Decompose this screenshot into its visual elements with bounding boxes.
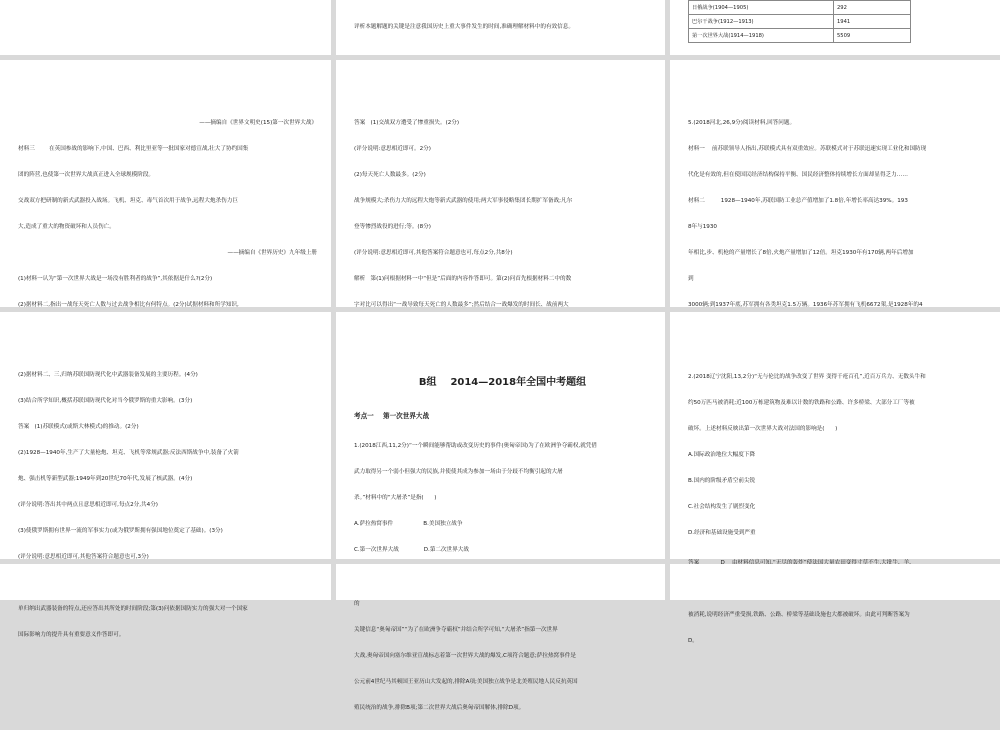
slide-answer-five (0, 312, 331, 638)
text-line: 8年与1930 (688, 224, 717, 231)
answer-line: 答案 (1)交战双方遭受了惨重损失。(2分) (354, 120, 460, 127)
table-row: 巴尔干战争(1912—1913) 1941 (689, 15, 911, 29)
table-row: 第一次世界大战(1914—1918) 5509 (689, 29, 911, 43)
text-line: 战争规模大;杀伤力大的远程大炮等新式武器的使用;两大军事侵略集团长期扩军备战;凡尔 (354, 198, 573, 205)
text-line: 年相比,步、机枪的产量增长了8倍,火炮产量增加了12倍。坦克1930年有170辆,两年后增加 (688, 250, 914, 257)
text-line: 团的阵营,也使第一次世界大战真正进入全球规模阶段。 (18, 172, 155, 179)
text-line: (2)每天死亡人数最多。(2分) (354, 172, 426, 179)
text-line: 公元前4世纪马其顿国王亚历山大发起的,排除A项;美国独立战争是北美殖民地人民反抗英国 (354, 679, 578, 686)
slide-question-two (670, 312, 1000, 644)
text-line: 登等惨烈战役的进行;等。(8分) (354, 224, 431, 231)
slide-text (688, 356, 986, 663)
source-citation: ——摘编自《世界文明史(15)第一次世界大战》 (199, 120, 317, 127)
text-line: 殖民统治的战争,排除B项;第二次世界大战后奥匈帝国解体,排除D项。 (354, 705, 525, 712)
text-line: 单归纳出武器装备的特点,还应答出其所处的时间阶段;第(3)问依据国防实力的强大对一个国家 (18, 606, 248, 613)
text-line: 杀。”材料中的“大屠杀”是指( ) (354, 494, 437, 501)
text-line: 3000辆;到1937年底,苏军拥有各类坦克1.5万辆。1936年苏军拥有飞机6672架,是1928年的4 (688, 302, 923, 309)
text-line: (评分说明:意思相近即可。2分) (354, 146, 431, 153)
war-deaths-table (688, 0, 911, 43)
text-line: 大战,奥匈帝国向塞尔维亚宣战标志着第一次世界大战的爆发,C项符合题意;萨拉热窝事件是 (354, 653, 576, 660)
option-line: C.社会结构发生了剧烈变化 (688, 504, 756, 511)
option-line: D.经济和基础设施受到严重 (688, 530, 756, 537)
text-line: (评分说明:答出其中两点且意思相近即可,每点2分,共4分) (18, 502, 158, 509)
subsection-title: 考点一 第一次世界大战 (354, 412, 430, 421)
text-line: 国际影响力的提升具有重要意义作答即可。 (18, 632, 125, 638)
option-line: A.国际政治地位大幅度下降 (688, 452, 756, 459)
text-line: 材料二 1928—1940年,苏联国防工业总产值增加了1.8倍,年增长率高达39%。193 (688, 198, 908, 205)
answer-line: 答案 (1)苏联模式(或斯大林模式)的推动。(2分) (18, 424, 139, 431)
text-line: (评分说明:意思相近即可,其他答案符合题意也可,3分) (18, 554, 149, 561)
text-line: 炮、强击机等新型武器;1949年到20世纪70年代,发展了核武器。(4分) (18, 476, 193, 483)
question-line: (2)据材料二、三,归纳苏联国防现代化中武器装备发展的主要历程。(4分) (18, 372, 198, 379)
text-line: 被消耗,说明经济严重受损,铁路、公路、桥梁等基础设施也大都被破坏。由此可判断答案为 (688, 612, 910, 619)
question-line: 2.(2018辽宁沈阳,13,2分)“无与伦比的战争改变了世界 变得千疮百孔”,近百万兵力、无数头牛和 (688, 374, 926, 381)
option-line: C.第一次世界大战 D.第二次世界大战 (354, 546, 469, 553)
text-line: D。 (688, 638, 698, 644)
option-line: B.国内的阶级矛盾空前尖锐 (688, 478, 756, 485)
option-line: A.萨拉热窝事件 B.美国独立战争 (354, 520, 463, 527)
text-line: 代化是有效的,但在使国民经济结构保持平衡、国民经济整体持续增长方面却显得乏力…… (688, 172, 908, 179)
text-line: 破坏。上述材料反映出第一次世界大战对法国的影响是( ) (688, 426, 838, 433)
source-citation: ——摘编自《世界历史》九年级上册 (227, 250, 317, 257)
slide-material-three (0, 60, 331, 307)
slide-text (354, 6, 651, 49)
text-line: 武力取得另一个弱小但强大的民族,并使使其成为参加一场由于分歧不均衡引起的大屠 (354, 468, 563, 475)
text-line: 约50万匹马被消耗;近100万栋建筑物及难以计数的铁路和公路、许多桥梁、大部分工厂等被 (688, 400, 915, 407)
analysis-line: 解析 第(1)问根据材料一中“但是”后面的内容作答即可。第(2)问首先根据材料二中的数 (354, 276, 572, 283)
slide-text (18, 354, 317, 657)
question-line: (3)结合所学知识,概括苏联国防现代化对当今俄罗斯的重大影响。(3分) (18, 398, 193, 405)
question-line: 5.(2018河北,26,9分)阅读材料,回答问题。 (688, 120, 796, 127)
text-line: 大,造成了重大的物资破坏和人员伤亡。 (18, 224, 115, 231)
section-title: B组 2014—2018年全国中考题组 (418, 377, 587, 389)
question-line: (2)据材料二,指出一战每天死亡人数与过去战争相比有何特点。(2分)试据材料和所学知识, (18, 302, 239, 309)
slide-bottom-right (670, 564, 1000, 600)
slide-top-right (670, 0, 1000, 55)
text-line: 字对比可以得出“一战导致每天死亡的人数最多”;然后结合一战爆发的时间长、战前两大 (354, 302, 569, 309)
slide-bottom-left (0, 564, 331, 600)
slide-text (354, 358, 651, 730)
question-line: 1.(2018江西,11,2分)“一个瞬间能够帮助或改变历史的事件(奥匈帝国)为了在欧洲争夺霸权,就凭借 (354, 442, 597, 449)
text-line: 关键信息“奥匈帝国”“为了在欧洲争夺霸权”并结合所学可知,“大屠杀”指第一次世界 (354, 627, 558, 634)
slide-bottom-middle (336, 564, 665, 600)
slide-top-left (0, 0, 331, 55)
text-line: 材料一 前苏联领导人指出,苏联模式具有双重效应。苏联模式对于苏联迅速实现工业化和国防现 (688, 146, 927, 153)
slide-question-five (670, 60, 1000, 307)
slide-top-middle (336, 0, 665, 55)
text-line: 材料三 在英国参战的影响下,中国、巴西、利比里亚等一批国家对德宣战,壮大了协约国集 (18, 146, 249, 153)
text-line: (评分说明:意思相近即可,其他答案符合题意也可,每点2分,共8分) (354, 250, 513, 257)
slide-group-b (336, 312, 665, 712)
text-line: 的 (354, 601, 360, 608)
text-line: (3)使俄罗斯拥有世界一流的军事实力(或为俄罗斯拥有强国地位奠定了基础)。(3分) (18, 528, 223, 535)
text-line: 到 (688, 276, 694, 283)
table-row: 日俄战争(1904—1905) 292 (689, 1, 911, 15)
text-line: (2)1928—1940年,生产了大量枪炮、坦克、飞机等常规武器;反法西斯战争中,装备了火箭 (18, 450, 239, 457)
question-line: (1)材料一认为“第一次世界大战是一场没有胜利者的战争”,其依据是什么?(2分) (18, 276, 213, 283)
text-line: 交战双方把研制的新式武器投入战场。飞机、坦克、毒气首次用于战争,远程大炮杀伤力巨 (18, 198, 238, 205)
slide-answer-one (336, 60, 665, 307)
text-line: 评析本题解题的关键是注意我国历史上重大事件发生的时间,准确理解材料中的有效信息。 (354, 24, 574, 31)
